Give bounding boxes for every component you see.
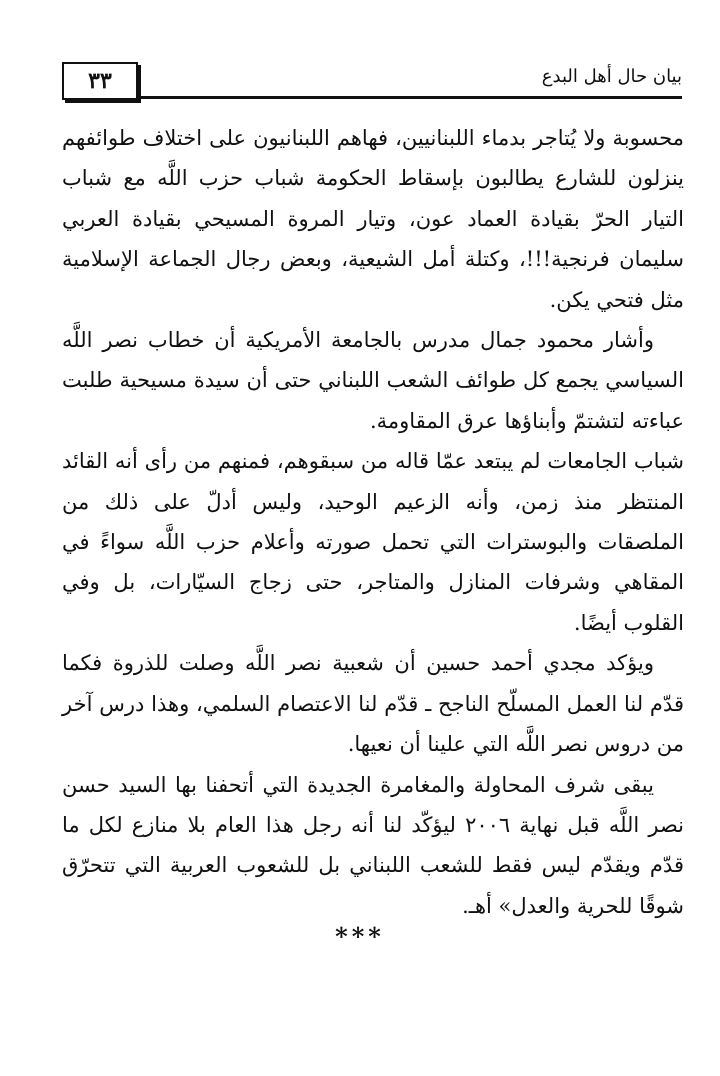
header-rule [140,96,682,99]
paragraph-3: شباب الجامعات لم يبتعد عمّا قاله من سبقوهم، فمنهم من رأى أنه القائد المنتظر منذ زمن، وأنه الزعيم الوحيد، وليس أدلّ على ذلك من الملصقات والبوسترات التي تحمل صورته وأعلام حزب اللَّه سواءً في المقاهي وشرفات المنازل والمتاجر، حتى زجاج السيّارات، بل وفي القلوب أيضًا. [62,449,684,635]
paragraph-1: محسوبة ولا يُتاجر بدماء اللبنانيين، فهاهم اللبنانيون على اختلاف طوائفهم ينزلون للشارع يطالبون بإسقاط الحكومة شباب حزب اللَّه مع شباب التيار الحرّ بقيادة العماد عون، وتيار المروة المسيحي بقيادة العربي سليمان فرنجية!!!، وكتلة أمل الشيعية، وبعض رجال الجماعة الإسلامية مثل فتحي يكن. [62,126,684,312]
paragraph-4: ويؤكد مجدي أحمد حسين أن شعبية نصر اللَّه وصلت للذروة فكما قدّم لنا العمل المسلّح الناجح ـ قدّم لنا الاعتصام السلمي، وهذا درس آخر من دروس نصر اللَّه التي علينا أن نعيها. [62,651,684,757]
page-number: ٣٣ [62,62,138,100]
running-title: بيان حال أهل البدع [541,66,682,87]
paragraph-2: وأشار محمود جمال مدرس بالجامعة الأمريكية أن خطاب نصر اللَّه السياسي يجمع كل طوائف الشعب اللبناني حتى أن سيدة مسيحية طلبت عباءته لتشتمّ وأبناؤها عرق المقاومة. [62,328,684,433]
section-separator: *** [335,922,385,951]
page-body [62,118,684,926]
paragraph-5: يبقى شرف المحاولة والمغامرة الجديدة التي أتحفنا بها السيد حسن نصر اللَّه قبل نهاية ٢٠٠٦ ليؤكّد لنا أنه رجل هذا العام بلا منازع لكل ما قدّم ويقدّم ليس فقط للشعب اللبناني بل للشعوب العربية التي تتحرّق شوقًا للحرية والعدل» أهـ. [62,772,685,918]
page-header [62,62,682,102]
